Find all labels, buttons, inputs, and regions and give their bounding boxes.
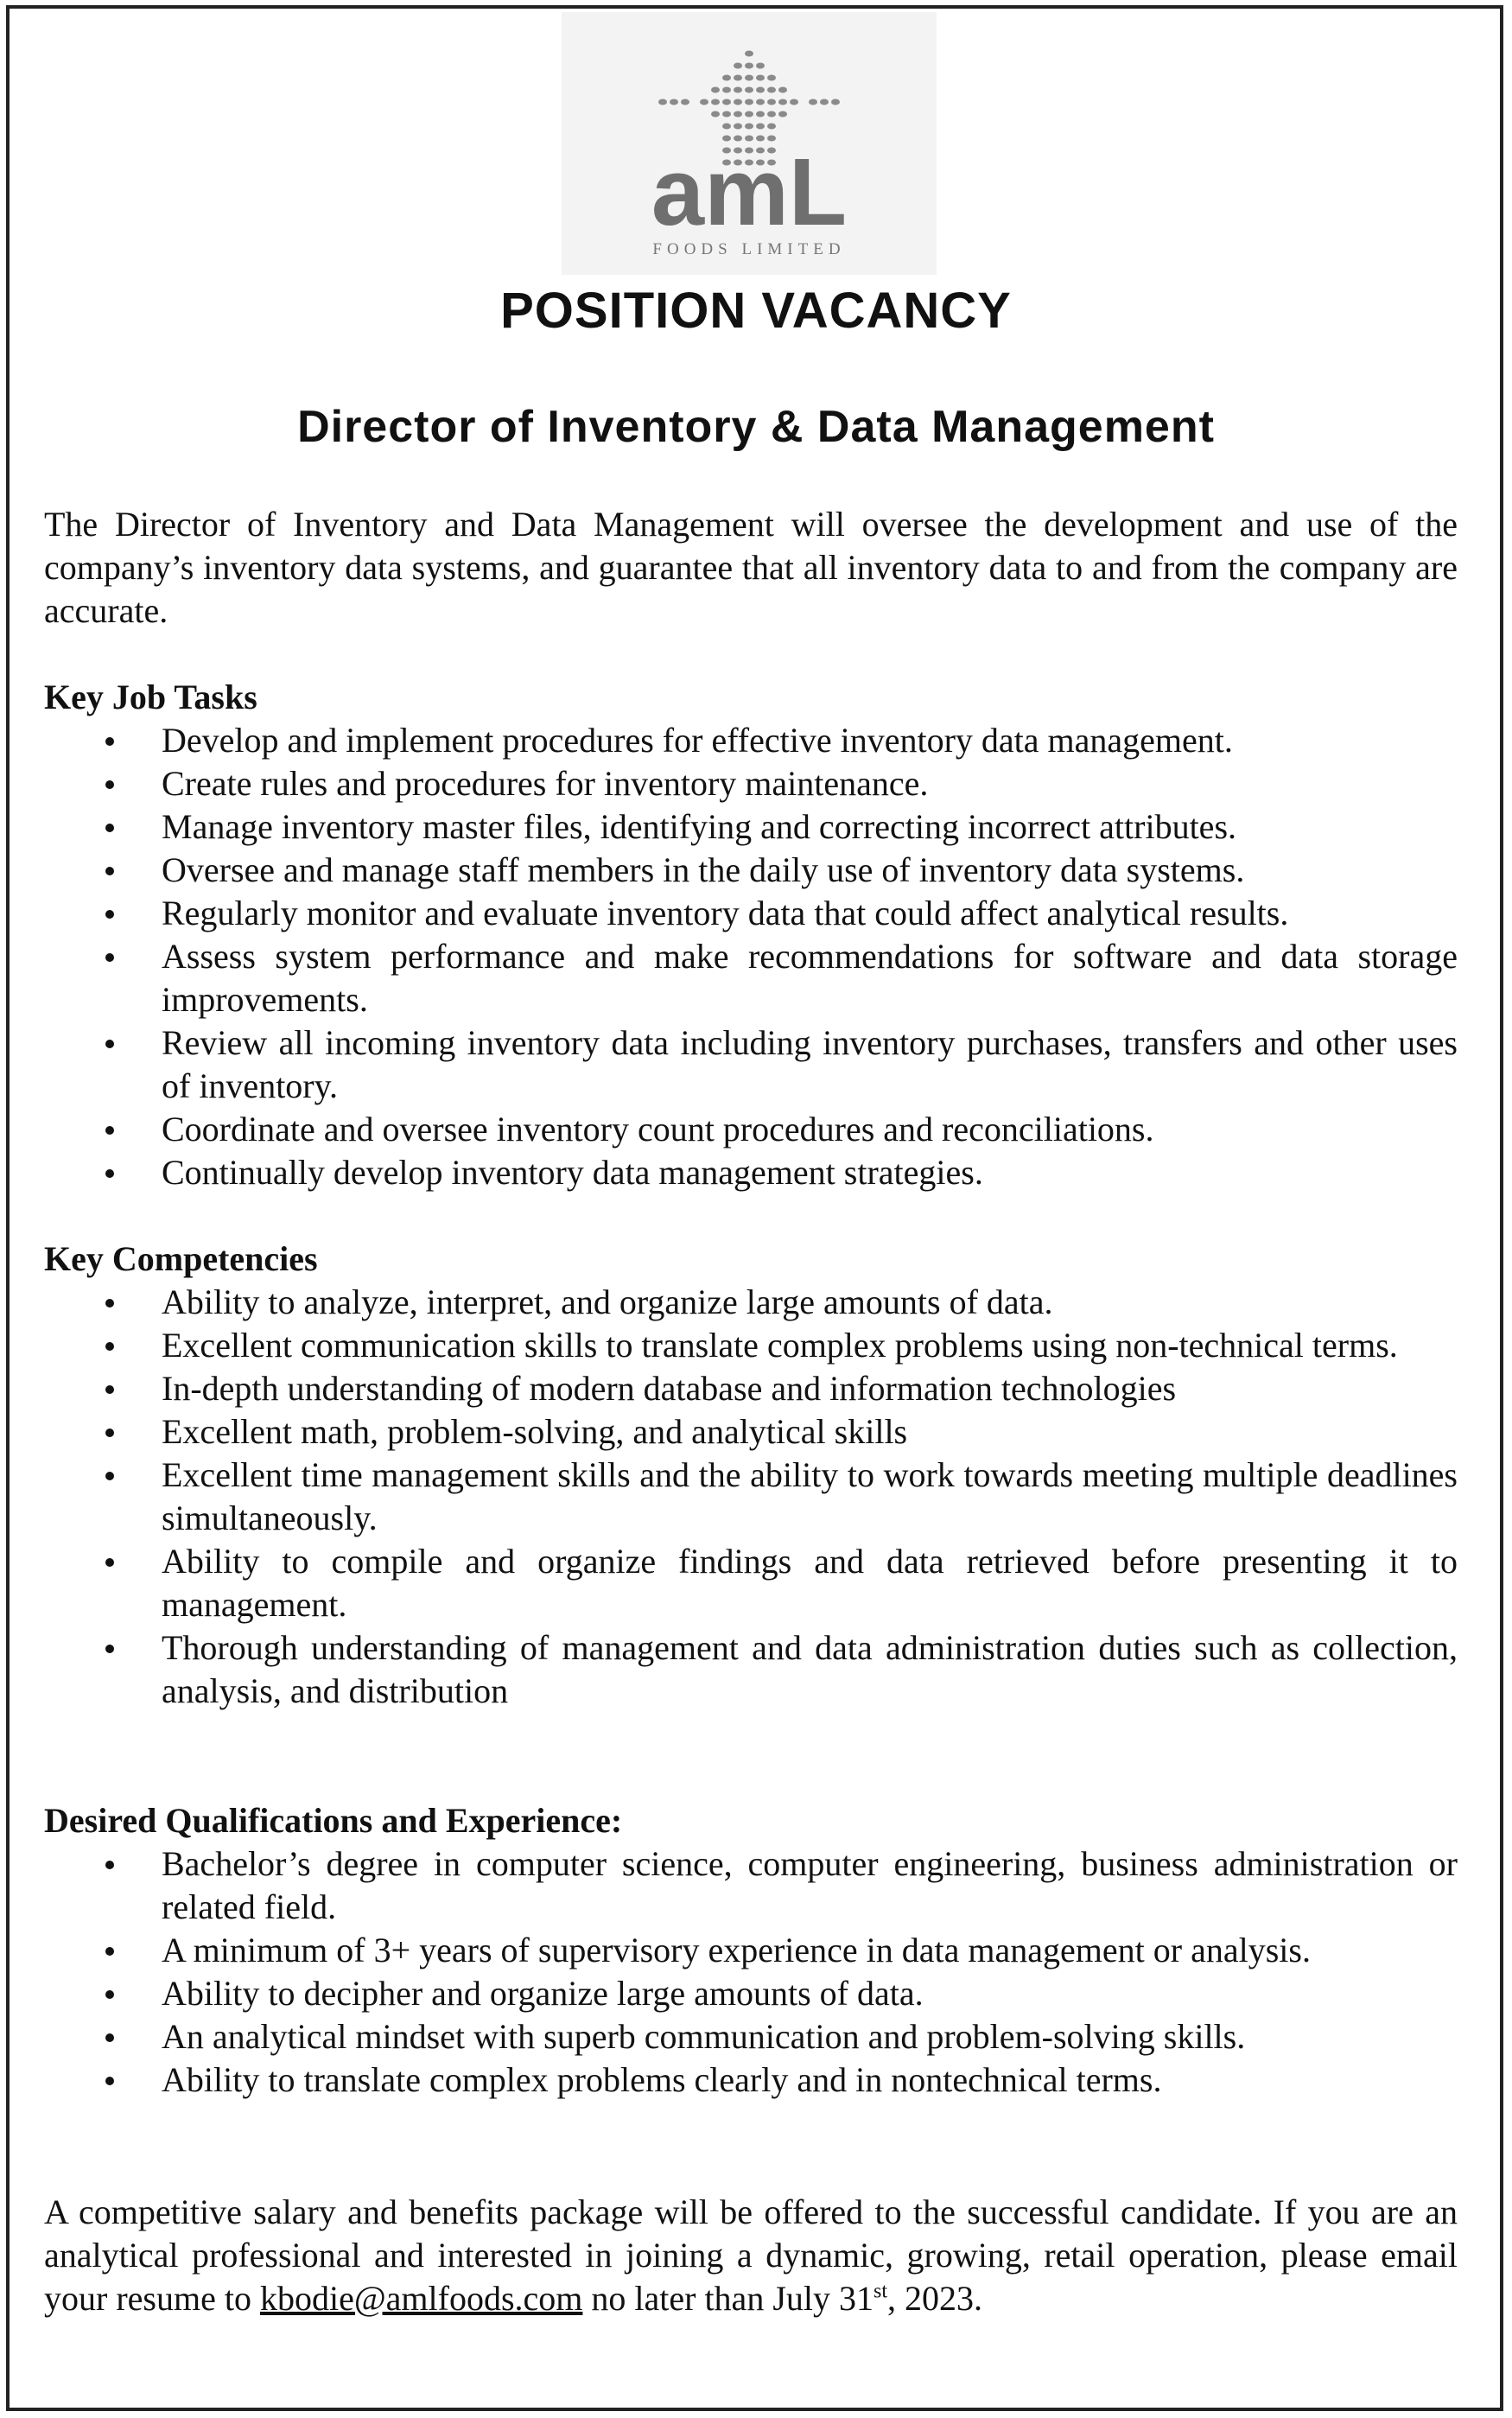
logo-dot <box>778 87 787 93</box>
logo-dot <box>778 99 787 105</box>
logo-dot <box>700 99 708 105</box>
contact-email-link[interactable]: kbodie@amlfoods.com <box>259 2279 583 2318</box>
qualifications-heading: Desired Qualifications and Experience: <box>44 1801 623 1840</box>
logo-dot <box>722 75 731 81</box>
closing-text: A competitive salary and benefits package will be offered to the successful candidate. If you are an analytical professional and interested in joining a dynamic, growing, retail operation, please email your resume to <box>44 2192 1458 2318</box>
logo-dot <box>734 63 742 69</box>
logo-dot <box>658 99 667 105</box>
logo-dot <box>767 124 776 130</box>
competencies-heading: Key Competencies <box>44 1239 318 1278</box>
tasks-heading: Key Job Tasks <box>44 678 257 716</box>
deadline-year: , 2023. <box>887 2279 983 2318</box>
competencies-list-item: Ability to compile and organize findings and data retrieved before presenting it to management. <box>44 1540 1458 1626</box>
qualifications-list-item: Bachelor’s degree in computer science, computer engineering, business administration or related field. <box>44 1842 1458 1929</box>
logo-dot <box>722 87 731 93</box>
company-logo <box>562 12 937 275</box>
intro-paragraph: The Director of Inventory and Data Management will oversee the development and use of the company’s inventory data systems, and guarantee that all inventory data to and from the company are accurate. <box>44 505 1458 630</box>
logo-dot <box>722 111 731 118</box>
tasks-list-item: Regularly monitor and evaluate inventory data that could affect analytical results. <box>44 892 1458 935</box>
qualifications-list-item: Ability to translate complex problems clearly and in nontechnical terms. <box>44 2058 1458 2102</box>
logo-dot <box>670 99 678 105</box>
logo-dot <box>711 87 720 93</box>
competencies-list-item: In-depth understanding of modern database and information technologies <box>44 1367 1458 1410</box>
logo-dot <box>809 99 817 105</box>
page-title: POSITION VACANCY <box>500 283 1012 339</box>
competencies-list-item: Ability to analyze, interpret, and organize large amounts of data. <box>44 1281 1458 1324</box>
logo-dot <box>734 111 742 118</box>
document-body <box>44 503 1458 2320</box>
logo-dot <box>831 99 840 105</box>
logo-dot <box>756 63 765 69</box>
competencies-list <box>44 1281 1458 1713</box>
logo-dot <box>745 99 753 105</box>
logo-dot <box>734 99 742 105</box>
tasks-list-item: Create rules and procedures for inventory maintenance. <box>44 762 1458 805</box>
logo-dot <box>745 63 753 69</box>
deadline-ordinal: st <box>874 2280 888 2303</box>
logo-dot <box>767 111 776 118</box>
logo-dot <box>767 87 776 93</box>
logo-dot <box>756 99 765 105</box>
logo-dot <box>745 75 753 81</box>
qualifications-list <box>44 1842 1458 2102</box>
tasks-list-item: Review all incoming inventory data including inventory purchases, transfers and other uses of inventory. <box>44 1021 1458 1108</box>
logo-dot <box>767 75 776 81</box>
tasks-list-item: Continually develop inventory data management strategies. <box>44 1151 1458 1194</box>
logo-dot <box>756 111 765 118</box>
tasks-list-item: Assess system performance and make recommendations for software and data storage improvements. <box>44 935 1458 1021</box>
logo-dot <box>734 75 742 81</box>
closing-paragraph <box>44 2191 1458 2320</box>
tasks-list <box>44 719 1458 1194</box>
logo-dot <box>756 124 765 130</box>
logo-tagline: FOODS LIMITED <box>652 240 846 258</box>
logo-dot <box>820 99 829 105</box>
qualifications-list-item: Ability to decipher and organize large amounts of data. <box>44 1972 1458 2015</box>
position-title: Director of Inventory & Data Management <box>297 402 1215 452</box>
competencies-list-item: Thorough understanding of management and data administration duties such as collection, analysis, and distribution <box>44 1626 1458 1713</box>
logo-dot <box>756 75 765 81</box>
logo-dot <box>745 87 753 93</box>
competencies-list-item: Excellent time management skills and the ability to work towards meeting multiple deadlines simultaneously. <box>44 1454 1458 1540</box>
logo-dot <box>767 99 776 105</box>
logo-letters: amL <box>651 139 848 245</box>
logo-dot <box>734 124 742 130</box>
qualifications-list-item: A minimum of 3+ years of supervisory experience in data management or analysis. <box>44 1929 1458 1972</box>
logo-dot <box>722 99 731 105</box>
logo-dot <box>778 111 787 118</box>
logo-dot <box>722 124 731 130</box>
tasks-list-item: Develop and implement procedures for effective inventory data management. <box>44 719 1458 762</box>
tasks-list-item: Manage inventory master files, identifying and correcting incorrect attributes. <box>44 805 1458 849</box>
competencies-list-item: Excellent communication skills to translate complex problems using non-technical terms. <box>44 1324 1458 1367</box>
logo-dot <box>681 99 689 105</box>
logo-dot <box>711 111 720 118</box>
logo-dot <box>745 111 753 118</box>
logo-dot <box>711 99 720 105</box>
deadline-text: no later than July 31 <box>582 2279 874 2318</box>
logo-dot <box>745 51 753 57</box>
logo-graphic <box>562 12 937 275</box>
qualifications-list-item: An analytical mindset with superb communication and problem-solving skills. <box>44 2015 1458 2058</box>
logo-dot <box>790 99 798 105</box>
tasks-list-item: Coordinate and oversee inventory count procedures and reconciliations. <box>44 1108 1458 1151</box>
logo-dot <box>734 87 742 93</box>
logo-dot <box>756 87 765 93</box>
competencies-list-item: Excellent math, problem-solving, and analytical skills <box>44 1410 1458 1454</box>
tasks-list-item: Oversee and manage staff members in the daily use of inventory data systems. <box>44 849 1458 892</box>
logo-dot <box>745 124 753 130</box>
